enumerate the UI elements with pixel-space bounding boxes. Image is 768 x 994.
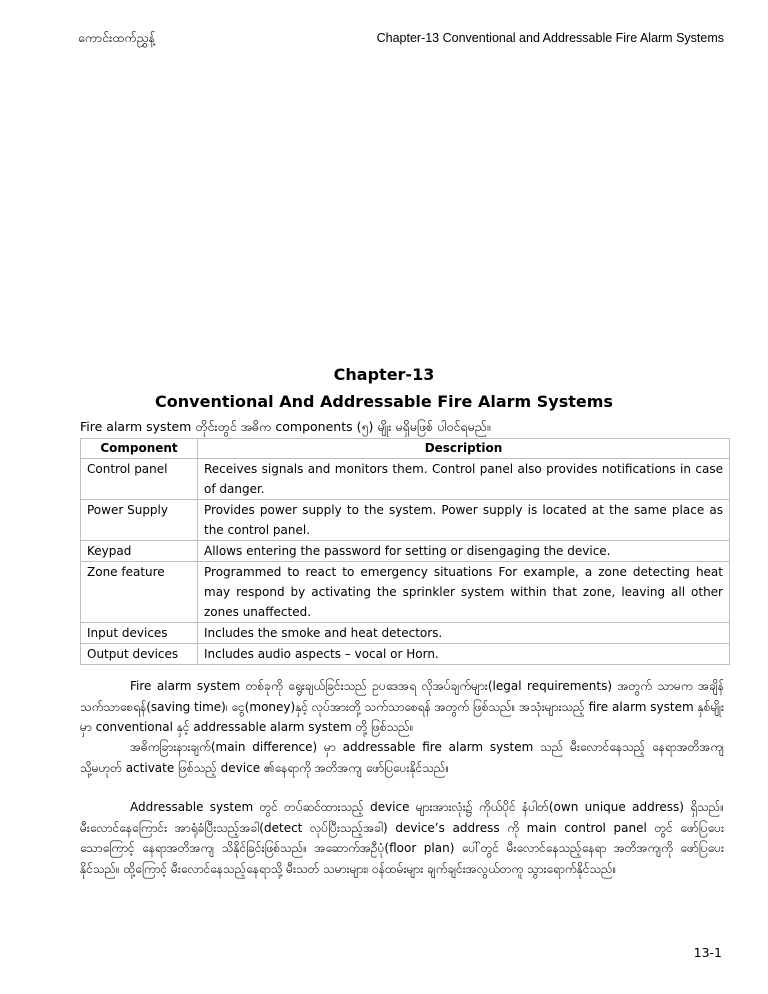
description-cell: Programmed to react to emergency situations For example, a zone detecting heat may respond by activating the sprinkler system within that zone, leaving all other zones unaffected.	[198, 562, 730, 623]
page-number: 13-1	[693, 945, 722, 960]
chapter-number: Chapter-13	[333, 365, 435, 384]
intro-sentence: Fire alarm system တိုင်းတွင် အဓိက components (၅) မျိုး မရှိမဖြစ် ပါဝင်ရမည်။	[80, 419, 491, 434]
header-component: Component	[81, 439, 198, 459]
components-table	[80, 438, 730, 665]
paragraph-main-difference: အဓိကခြားနားချက်(main difference) မှာ addressable fire alarm system သည် မီးလောင်နေသည့် နေရာအတိအကျ သို့မဟုတ် activate ဖြစ်သည့် device ၏နေရာကို အတိအကျ ဖော်ပြပေးနိုင်သည်။	[80, 740, 724, 775]
table-row	[81, 500, 730, 541]
description-cell: Receives signals and monitors them. Control panel also provides notifications in case of danger.	[198, 459, 730, 500]
component-cell: Zone feature	[81, 562, 198, 623]
paragraph-selection-reason: Fire alarm system တစ်ခုကို ရွေးချယ်ခြင်းသည် ဥပဒေအရ လိုအပ်ချက်များ(legal requirements) အတွက် သာမက အချိန်သက်သာစေရန်(saving time)၊ ငွေ(money)နှင့် လုပ်အားတို့ သက်သာစေရန် အတွက် ဖြစ်သည်။ အသုံးများသည့် fire alarm system နှစ်မျိုးမှာ conventional နှင့် addressable alarm system တို့ ဖြစ်သည်။	[80, 679, 724, 734]
table-row	[81, 644, 730, 665]
table-header-row	[81, 439, 730, 459]
component-cell: Power Supply	[81, 500, 198, 541]
table-row	[81, 459, 730, 500]
component-cell: Output devices	[81, 644, 198, 665]
component-cell: Input devices	[81, 623, 198, 644]
header-description: Description	[198, 439, 730, 459]
table-row	[81, 562, 730, 623]
running-header-title: Chapter-13 Conventional and Addressable Fire Alarm Systems	[376, 31, 724, 45]
component-cell: Control panel	[81, 459, 198, 500]
description-cell: Includes audio aspects – vocal or Horn.	[198, 644, 730, 665]
paragraph-addressable-system: Addressable system တွင် တပ်ဆင်ထားသည့် device များအားလုံး၌ ကိုယ်ပိုင် နံပါတ်(own unique address) ရှိသည်။ မီးလောင်နေကြောင်း အာရုံခံပြီးသည့်အခါ(detect လုပ်ပြီးသည့်အခါ) device’s address ကို main control panel တွင် ဖော်ပြပေးသောကြောင့် နေရာအတိအကျ သိနိုင်ခြင်းဖြစ်သည်။ အဆောက်အဦပုံ(floor plan) ပေါ်တွင် မီးလောင်နေသည့်နေရာ အတိအကျကို ဖော်ပြပေးနိုင်သည်။ ထို့ကြောင့် မီးလောင်နေသည့်နေရာသို့ မီးသတ် သမားများ၊ ဝန်ထမ်းများ ချက်ချင်းအလွယ်တကူ သွားရောက်နိုင်သည်။	[80, 800, 724, 876]
description-cell: Allows entering the password for setting or disengaging the device.	[198, 541, 730, 562]
table-row	[81, 623, 730, 644]
table-row	[81, 541, 730, 562]
description-cell: Provides power supply to the system. Power supply is located at the same place as the control panel.	[198, 500, 730, 541]
running-header-author: ကောင်းထက်ညွှန့်	[78, 30, 156, 45]
component-cell: Keypad	[81, 541, 198, 562]
description-cell: Includes the smoke and heat detectors.	[198, 623, 730, 644]
chapter-title: Conventional And Addressable Fire Alarm Systems	[155, 392, 613, 411]
